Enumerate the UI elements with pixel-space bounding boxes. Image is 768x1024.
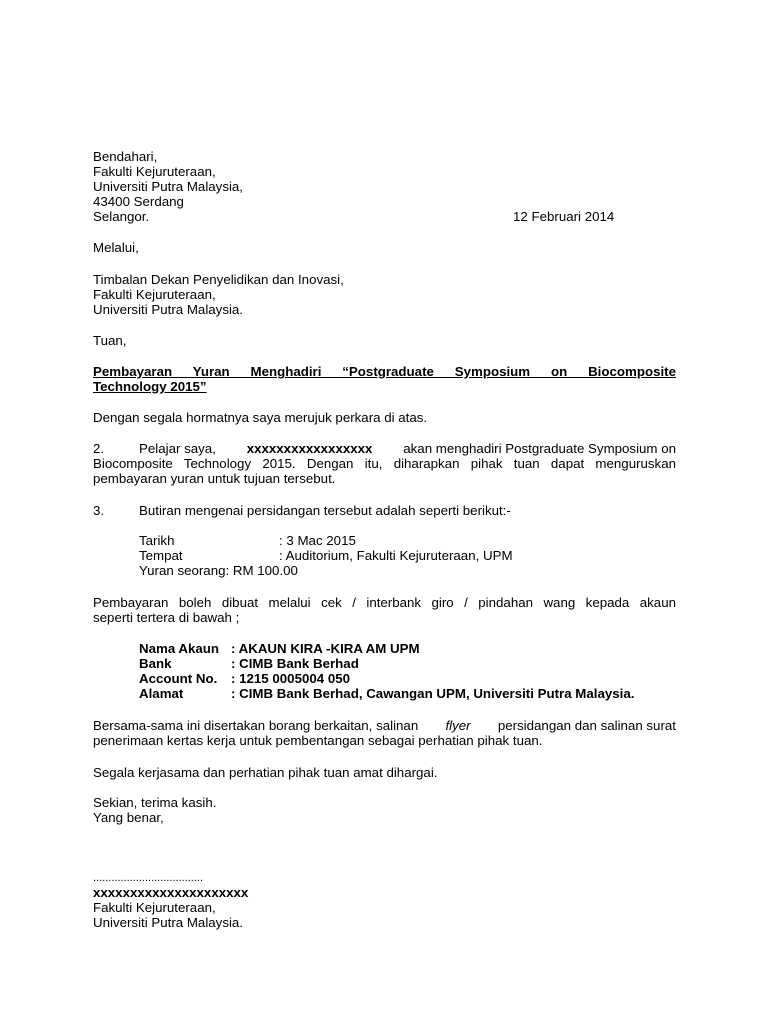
closing [93, 795, 676, 825]
subject-line-1: Pembayaran Yuran Menghadiri “Postgraduate Symposium on Biocomposite [93, 364, 676, 379]
recipient-line: Selangor. [93, 209, 150, 224]
paragraph-2-lead: Pelajar saya, [139, 441, 216, 456]
recipient-address [93, 149, 676, 224]
detail-value: : 3 Mac 2015 [279, 533, 356, 548]
student-name: xxxxxxxxxxxxxxxxx [246, 441, 373, 456]
via-line: Fakulti Kejuruteraan, [93, 287, 216, 302]
via-line: Universiti Putra Malaysia. [93, 302, 244, 317]
salutation: Tuan, [93, 333, 127, 348]
bank-label: Account No. [139, 671, 218, 686]
signature-dots: .................................... [93, 872, 204, 884]
paragraph-2-rest: akan menghadiri Postgraduate Symposium on [403, 441, 676, 456]
bank-value: : 1215 0005004 050 [231, 671, 351, 686]
payment-line-1: Pembayaran boleh dibuat melalui cek / interbank giro / pindahan wang kepada akaun [93, 595, 676, 610]
attachments-paragraph [93, 718, 676, 748]
paragraph-number: 2. [93, 441, 105, 456]
bank-label: Nama Akaun [139, 641, 220, 656]
bank-row [93, 641, 676, 656]
paragraph-2 [93, 441, 676, 486]
via-line: Timbalan Dekan Penyelidikan dan Inovasi, [93, 272, 344, 287]
bank-value: : CIMB Bank Berhad [231, 656, 359, 671]
bank-label: Alamat [139, 686, 184, 701]
bank-details [93, 641, 676, 701]
via-label-block [93, 240, 676, 255]
cooperation-text: Segala kerjasama dan perhatian pihak tuan amat dihargai. [93, 765, 438, 780]
intro-paragraph [93, 410, 676, 425]
subject-line-2: Technology 2015” [93, 379, 207, 394]
signature-block [93, 872, 676, 930]
paragraph-2-line-1 [93, 441, 676, 456]
via-address [93, 272, 676, 317]
bank-row [93, 656, 676, 671]
attachments-line-1 [93, 718, 676, 733]
cooperation-paragraph [93, 765, 676, 780]
detail-row [93, 548, 676, 563]
subject [93, 364, 676, 394]
signatory-line: Universiti Putra Malaysia. [93, 915, 244, 930]
paragraph-3 [93, 503, 676, 518]
detail-row [93, 533, 676, 548]
detail-value: : Auditorium, Fakulti Kejuruteraan, UPM [279, 548, 513, 563]
payment-line-2: seperti tertera di bawah ; [93, 610, 240, 625]
recipient-line: Fakulti Kejuruteraan, [93, 164, 216, 179]
paragraph-2-line-3: pembayaran yuran untuk tujuan tersebut. [93, 471, 336, 486]
attachments-post: persidangan dan salinan surat [497, 718, 676, 733]
detail-label: Tempat [139, 548, 183, 563]
recipient-line: 43400 Serdang [93, 194, 184, 209]
closing-line: Sekian, terima kasih. [93, 795, 217, 810]
paragraph-number: 3. [93, 503, 105, 518]
intro-text: Dengan segala hormatnya saya merujuk perkara di atas. [93, 410, 428, 425]
letter-date: 12 Februari 2014 [513, 209, 615, 224]
attachments-pre: Bersama-sama ini disertakan borang berkaitan, salinan [93, 718, 419, 733]
bank-value: : AKAUN KIRA -KIRA AM UPM [231, 641, 420, 656]
payment-paragraph [93, 595, 676, 625]
bank-value: : CIMB Bank Berhad, Cawangan UPM, Universiti Putra Malaysia. [231, 686, 635, 701]
fee-text: Yuran seorang: RM 100.00 [139, 563, 298, 578]
bank-row [93, 671, 676, 686]
detail-label: Tarikh [139, 533, 175, 548]
paragraph-3-text: Butiran mengenai persidangan tersebut adalah seperti berikut:- [139, 503, 511, 518]
closing-line: Yang benar, [93, 810, 164, 825]
bank-row [93, 686, 676, 701]
via-label: Melalui, [93, 240, 139, 255]
paragraph-3-line-1 [93, 503, 676, 518]
salutation-block [93, 333, 676, 348]
bank-label: Bank [139, 656, 172, 671]
conference-details [93, 533, 676, 578]
attachments-flyer: flyer [445, 718, 471, 733]
fee-row [93, 563, 676, 578]
recipient-line: Bendahari, [93, 149, 158, 164]
recipient-last-row [93, 209, 676, 224]
paragraph-2-line-2: Biocomposite Technology 2015. Dengan itu, diharapkan pihak tuan dapat menguruskan [93, 456, 676, 471]
paragraph-2-first-line [139, 441, 676, 456]
signatory-line: Fakulti Kejuruteraan, [93, 900, 216, 915]
recipient-line: Universiti Putra Malaysia, [93, 179, 244, 194]
attachments-line-2: penerimaan kertas kerja untuk pembentangan sebagai perhatian pihak tuan. [93, 733, 543, 748]
signatory-name: xxxxxxxxxxxxxxxxxxxxx [93, 885, 249, 900]
